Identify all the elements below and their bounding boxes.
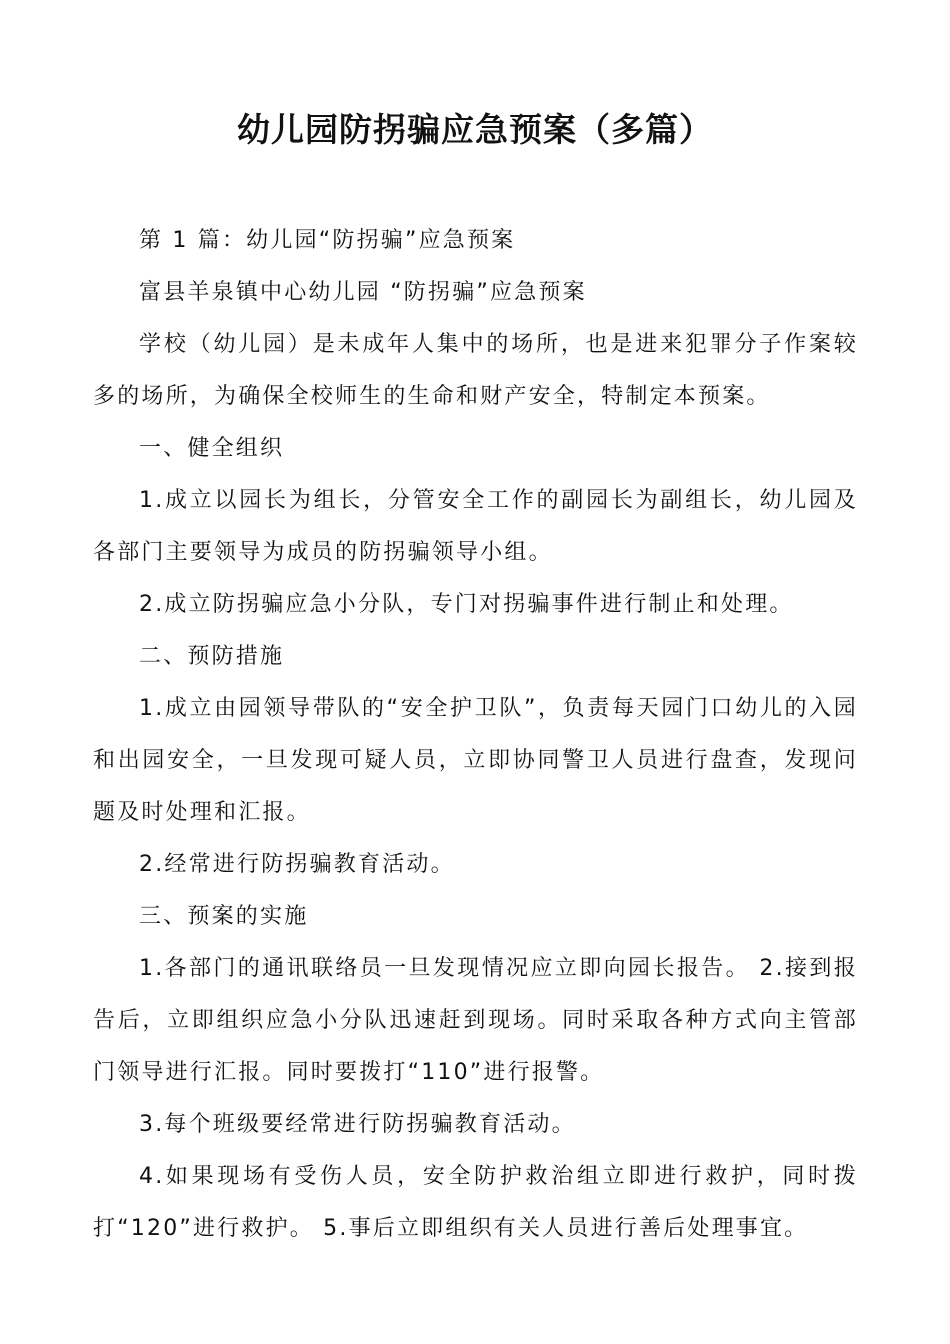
paragraph-organization-1: 1.成立以园长为组长，分管安全工作的副园长为副组长，幼儿园及各部门主要领导为成员的防拐骗领导小组。: [93, 488, 858, 565]
paragraph-implementation-3: 3.每个班级要经常进行防拐骗教育活动。: [139, 1112, 576, 1137]
paragraph-section-heading: 第 1 篇：幼儿园“防拐骗”应急预案: [139, 228, 516, 253]
paragraph-heading-prevention: 二、预防措施: [139, 644, 285, 669]
paragraph-prevention-2: 2.经常进行防拐骗教育活动。: [139, 852, 455, 877]
paragraph-intro: 学校（幼儿园）是未成年人集中的场所，也是进来犯罪分子作案较多的场所，为确保全校师生的生命和财产安全，特制定本预案。: [93, 332, 858, 409]
paragraph-heading-implementation: 三、预案的实施: [139, 904, 309, 929]
document-title: 幼儿园防拐骗应急预案（多篇）: [237, 110, 713, 149]
paragraph-subtitle: 富县羊泉镇中心幼儿园 “防拐骗”应急预案: [139, 280, 587, 305]
paragraph-prevention-1: 1.成立由园领导带队的“安全护卫队”，负责每天园门口幼儿的入园和出园安全，一旦发现可疑人员，立即协同警卫人员进行盘查，发现问题及时处理和汇报。: [93, 696, 858, 825]
paragraph-implementation-1: 1.各部门的通讯联络员一旦发现情况应立即向园长报告。 2.接到报告后，立即组织应急小分队迅速赶到现场。同时采取各种方式向主管部门领导进行汇报。同时要拨打“110”进行报警。: [93, 956, 858, 1085]
paragraph-organization-2: 2.成立防拐骗应急小分队，专门对拐骗事件进行制止和处理。: [139, 592, 794, 617]
paragraph-implementation-4: 4.如果现场有受伤人员，安全防护救治组立即进行救护，同时拨打“120”进行救护。 5.事后立即组织有关人员进行善后处理事宜。: [93, 1164, 858, 1241]
paragraph-heading-organization: 一、健全组织: [139, 436, 285, 461]
document-body: [93, 215, 858, 1255]
